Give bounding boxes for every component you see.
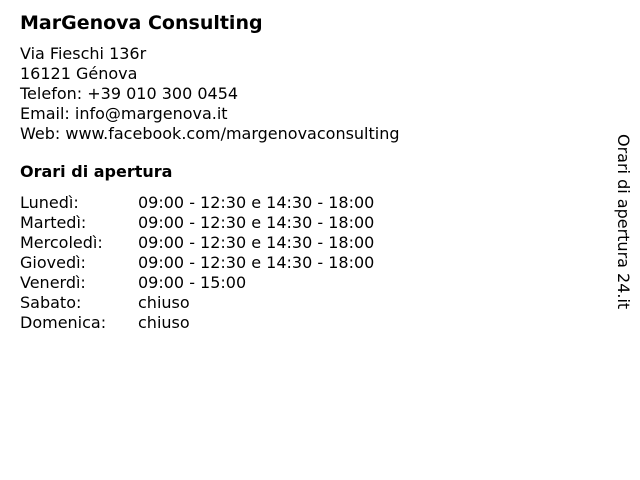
hours-time: 09:00 - 12:30 e 14:30 - 18:00 <box>138 233 375 252</box>
site-watermark: Orari di apertura 24.it <box>614 134 633 310</box>
hours-row-wednesday <box>20 233 600 253</box>
hours-row-monday <box>20 193 600 213</box>
web-line: Web: www.facebook.com/margenovaconsulting <box>20 124 400 143</box>
phone-line: Telefon: +39 010 300 0454 <box>20 84 239 103</box>
hours-time: 09:00 - 12:30 e 14:30 - 18:00 <box>138 253 375 272</box>
hours-time: 09:00 - 12:30 e 14:30 - 18:00 <box>138 213 375 232</box>
address-line-1: Via Fieschi 136r <box>20 44 147 63</box>
hours-day: Sabato: <box>20 293 82 312</box>
hours-row-thursday <box>20 253 600 273</box>
hours-row-tuesday <box>20 213 600 233</box>
business-name: MarGenova Consulting <box>20 12 263 34</box>
business-card <box>20 11 600 333</box>
hours-row-sunday <box>20 313 600 333</box>
hours-row-saturday <box>20 293 600 313</box>
opening-hours-title: Orari di apertura <box>20 162 173 181</box>
hours-time: chiuso <box>138 313 190 332</box>
hours-day: Martedì: <box>20 213 87 232</box>
hours-time: chiuso <box>138 293 190 312</box>
hours-time: 09:00 - 15:00 <box>138 273 247 292</box>
hours-row-friday <box>20 273 600 293</box>
hours-day: Venerdì: <box>20 273 86 292</box>
hours-day: Giovedì: <box>20 253 86 272</box>
opening-hours-table <box>20 193 600 333</box>
email-line: Email: info@margenova.it <box>20 104 228 123</box>
hours-day: Domenica: <box>20 313 107 332</box>
hours-day: Mercoledì: <box>20 233 103 252</box>
hours-time: 09:00 - 12:30 e 14:30 - 18:00 <box>138 193 375 212</box>
hours-day: Lunedì: <box>20 193 79 212</box>
address-line-2: 16121 Génova <box>20 64 138 83</box>
